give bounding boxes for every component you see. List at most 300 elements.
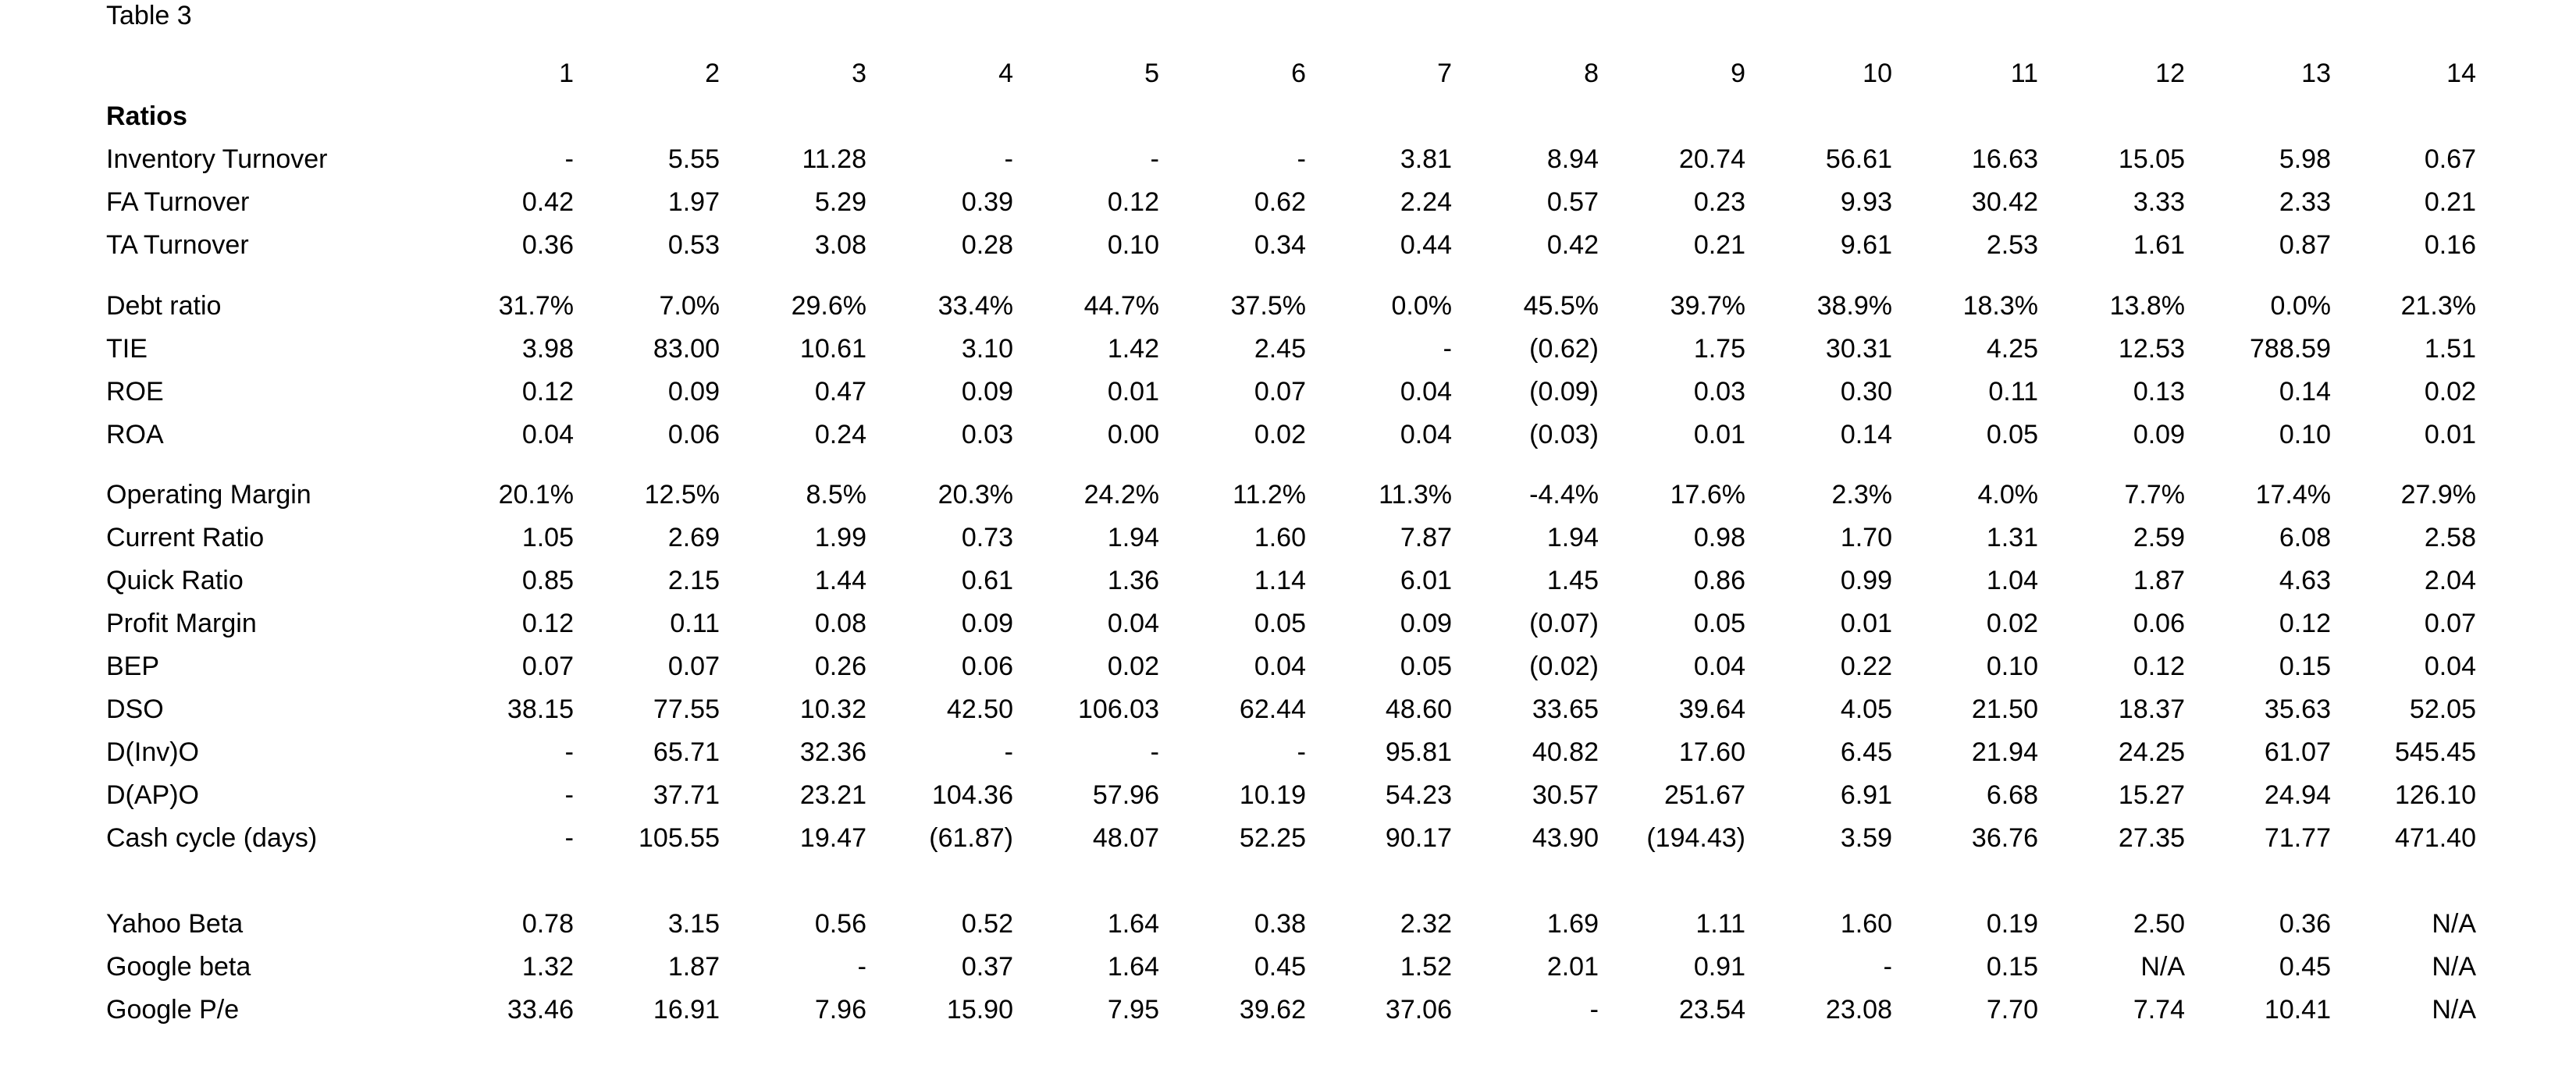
table-row: [0, 606, 2576, 645]
row-label: Debt ratio: [106, 291, 222, 321]
column-header: 9: [1731, 59, 1745, 88]
table-cell: 2.04: [2424, 566, 2476, 595]
table-cell: 27.35: [2118, 823, 2185, 853]
table-cell: 2.45: [1254, 334, 1306, 364]
table-cell: 0.57: [1546, 187, 1599, 217]
table-cell: 35.63: [2264, 694, 2331, 724]
table-cell: -4.4%: [1529, 480, 1599, 510]
table-cell: 95.81: [1385, 737, 1452, 767]
table-cell: 5.98: [2279, 144, 2331, 174]
table-cell: 8.94: [1546, 144, 1599, 174]
table-cell: 0.21: [1693, 230, 1745, 260]
table-cell: 0.05: [1986, 420, 2038, 449]
table-cell: (0.03): [1529, 420, 1599, 449]
table-cell: 3.15: [667, 909, 720, 939]
table-cell: 2.69: [667, 523, 720, 552]
table-cell: 5.55: [667, 144, 720, 174]
table-cell: (0.07): [1529, 609, 1599, 638]
table-cell: 40.82: [1532, 737, 1599, 767]
table-cell: 0.36: [2279, 909, 2331, 939]
table-cell: 1.87: [667, 952, 720, 982]
table-cell: 0.56: [814, 909, 866, 939]
table-cell: 2.59: [2133, 523, 2185, 552]
table-cell: 0.87: [2279, 230, 2331, 260]
table-row: [0, 142, 2576, 181]
row-label: DSO: [106, 694, 164, 724]
column-header: 8: [1584, 59, 1599, 88]
table-cell: 0.04: [1107, 609, 1159, 638]
table-cell: 71.77: [2264, 823, 2331, 853]
table-cell: 0.38: [1254, 909, 1306, 939]
table-cell: 3.59: [1840, 823, 1892, 853]
table-cell: 20.3%: [938, 480, 1013, 510]
table-cell: 17.60: [1678, 737, 1745, 767]
table-cell: (0.09): [1529, 377, 1599, 407]
table-cell: 24.94: [2264, 780, 2331, 810]
table-cell: 104.36: [932, 780, 1013, 810]
table-cell: 0.09: [961, 609, 1013, 638]
table-cell: 11.3%: [1379, 480, 1452, 510]
table-cell: 38.9%: [1816, 291, 1892, 321]
table-cell: 1.42: [1107, 334, 1159, 364]
table-cell: 20.1%: [498, 480, 574, 510]
table-cell: 0.36: [521, 230, 574, 260]
table-cell: 0.09: [961, 377, 1013, 407]
table-cell: 7.70: [1986, 995, 2038, 1025]
table-cell: 0.22: [1840, 652, 1892, 681]
row-label: BEP: [106, 652, 160, 681]
table-cell: 30.42: [1971, 187, 2038, 217]
table-row: [0, 821, 2576, 860]
table-row: [0, 993, 2576, 1032]
table-cell: 0.01: [1693, 420, 1745, 449]
table-cell: 0.16: [2424, 230, 2476, 260]
table-cell: 0.04: [1254, 652, 1306, 681]
table-cell: 11.2%: [1233, 480, 1306, 510]
table-cell: 0.02: [1107, 652, 1159, 681]
table-cell: 0.06: [2133, 609, 2185, 638]
table-cell: 0.12: [521, 377, 574, 407]
table-cell: 1.70: [1840, 523, 1892, 552]
table-cell: 33.65: [1532, 694, 1599, 724]
row-label: ROA: [106, 420, 164, 449]
table-cell: 0.10: [2279, 420, 2331, 449]
table-cell: -: [1004, 144, 1013, 174]
table-cell: 39.7%: [1670, 291, 1745, 321]
table-cell: N/A: [2140, 952, 2185, 982]
column-header: 2: [705, 59, 720, 88]
table-cell: 15.27: [2118, 780, 2185, 810]
table-cell: 39.62: [1239, 995, 1306, 1025]
table-row: [0, 907, 2576, 946]
column-header: 5: [1144, 59, 1159, 88]
table-cell: 1.97: [667, 187, 720, 217]
table-cell: 16.91: [653, 995, 720, 1025]
row-label: FA Turnover: [106, 187, 250, 217]
table-cell: -: [564, 144, 574, 174]
row-label: Operating Margin: [106, 480, 311, 510]
table-cell: 1.94: [1546, 523, 1599, 552]
table-cell: 0.0%: [1391, 291, 1452, 321]
table-cell: 3.10: [961, 334, 1013, 364]
table-cell: 0.04: [2424, 652, 2476, 681]
table-cell: 0.06: [667, 420, 720, 449]
column-header: 7: [1437, 59, 1452, 88]
table-cell: 0.11: [670, 609, 720, 638]
table-cell: 2.32: [1400, 909, 1452, 939]
table-cell: 1.69: [1546, 909, 1599, 939]
table-cell: 106.03: [1078, 694, 1159, 724]
table-cell: 15.05: [2118, 144, 2185, 174]
table-cell: 16.63: [1971, 144, 2038, 174]
table-cell: (0.62): [1529, 334, 1599, 364]
table-cell: 0.12: [2279, 609, 2331, 638]
table-cell: 0.09: [667, 377, 720, 407]
table-cell: 0.61: [961, 566, 1013, 595]
table-cell: 0.07: [667, 652, 720, 681]
table-row: [0, 289, 2576, 328]
table-cell: 6.01: [1400, 566, 1452, 595]
table-cell: 1.75: [1693, 334, 1745, 364]
table-cell: 2.15: [667, 566, 720, 595]
table-cell: 83.00: [653, 334, 720, 364]
table-cell: 4.05: [1840, 694, 1892, 724]
table-cell: 0.12: [1107, 187, 1159, 217]
table-cell: 52.25: [1239, 823, 1306, 853]
table-cell: 27.9%: [2400, 480, 2476, 510]
table-cell: 0.02: [1254, 420, 1306, 449]
table-cell: 23.54: [1678, 995, 1745, 1025]
table-cell: 0.34: [1254, 230, 1306, 260]
table-cell: 7.95: [1107, 995, 1159, 1025]
table-cell: 0.30: [1840, 377, 1892, 407]
table-cell: 0.23: [1693, 187, 1745, 217]
table-cell: 2.01: [1546, 952, 1599, 982]
table-cell: 788.59: [2250, 334, 2331, 364]
table-cell: 6.45: [1840, 737, 1892, 767]
table-cell: -: [564, 737, 574, 767]
table-cell: 0.04: [1400, 377, 1452, 407]
table-cell: 0.01: [1107, 377, 1159, 407]
table-cell: 36.76: [1971, 823, 2038, 853]
table-cell: 48.60: [1385, 694, 1452, 724]
table-cell: 1.64: [1107, 909, 1159, 939]
table-cell: 1.31: [1986, 523, 2038, 552]
table-cell: 0.07: [1254, 377, 1306, 407]
table-cell: 6.08: [2279, 523, 2331, 552]
table-cell: 0.13: [2133, 377, 2185, 407]
table-cell: 30.31: [1825, 334, 1892, 364]
table-cell: 1.51: [2424, 334, 2476, 364]
table-cell: 37.71: [653, 780, 720, 810]
table-cell: 251.67: [1664, 780, 1745, 810]
table-cell: 37.06: [1385, 995, 1452, 1025]
table-cell: 0.53: [667, 230, 720, 260]
table-cell: 1.36: [1107, 566, 1159, 595]
table-cell: 4.0%: [1977, 480, 2038, 510]
table-cell: 11.28: [802, 144, 866, 174]
table-cell: 0.98: [1693, 523, 1745, 552]
table-cell: 3.08: [814, 230, 866, 260]
table-cell: -: [1004, 737, 1013, 767]
table-cell: 61.07: [2264, 737, 2331, 767]
row-label: ROE: [106, 377, 164, 407]
table-cell: 9.61: [1840, 230, 1892, 260]
table-row: [0, 332, 2576, 371]
table-cell: 1.14: [1254, 566, 1306, 595]
table-cell: 2.33: [2279, 187, 2331, 217]
table-row: [0, 185, 2576, 224]
column-header-row: [0, 56, 2576, 95]
table-cell: 1.05: [521, 523, 574, 552]
table-cell: 52.05: [2409, 694, 2476, 724]
table-cell: -: [564, 780, 574, 810]
table-cell: 0.26: [814, 652, 866, 681]
table-cell: 12.5%: [644, 480, 720, 510]
table-cell: 37.5%: [1230, 291, 1306, 321]
table-cell: 4.63: [2279, 566, 2331, 595]
table-cell: 2.58: [2424, 523, 2476, 552]
table-row: [0, 478, 2576, 517]
column-header: 6: [1291, 59, 1306, 88]
table-cell: 42.50: [946, 694, 1013, 724]
table-cell: 0.0%: [2270, 291, 2331, 321]
table-cell: 0.47: [814, 377, 866, 407]
table-cell: 23.08: [1825, 995, 1892, 1025]
table-cell: 126.10: [2395, 780, 2476, 810]
table-cell: 10.61: [799, 334, 866, 364]
table-cell: 0.85: [521, 566, 574, 595]
table-cell: 3.81: [1400, 144, 1452, 174]
table-cell: -: [1883, 952, 1892, 982]
table-cell: 24.2%: [1083, 480, 1159, 510]
table-cell: 7.96: [814, 995, 866, 1025]
table-cell: 471.40: [2395, 823, 2476, 853]
table-cell: 0.52: [961, 909, 1013, 939]
table-cell: 29.6%: [791, 291, 866, 321]
table-cell: 5.29: [814, 187, 866, 217]
table-cell: 32.36: [799, 737, 866, 767]
table-cell: (194.43): [1646, 823, 1745, 853]
table-row: [0, 563, 2576, 602]
table-cell: 0.67: [2424, 144, 2476, 174]
table-cell: 7.7%: [2124, 480, 2185, 510]
table-cell: 1.11: [1695, 909, 1745, 939]
table-cell: 10.32: [799, 694, 866, 724]
table-cell: 0.11: [1988, 377, 2038, 407]
table-cell: 2.53: [1986, 230, 2038, 260]
table-cell: 0.03: [1693, 377, 1745, 407]
table-cell: 105.55: [639, 823, 720, 853]
table-cell: 0.08: [814, 609, 866, 638]
column-header: 10: [1863, 59, 1892, 88]
table-cell: 9.93: [1840, 187, 1892, 217]
table-row: [0, 375, 2576, 414]
table-cell: 20.74: [1678, 144, 1745, 174]
table-cell: 21.94: [1971, 737, 2038, 767]
table-cell: 0.02: [2424, 377, 2476, 407]
section-label: Ratios: [106, 101, 187, 131]
table-cell: 0.42: [521, 187, 574, 217]
table-cell: 77.55: [653, 694, 720, 724]
table-row: [0, 520, 2576, 559]
table-cell: 0.78: [521, 909, 574, 939]
table-cell: 33.4%: [938, 291, 1013, 321]
table-cell: 0.44: [1400, 230, 1452, 260]
table-cell: 38.15: [507, 694, 574, 724]
table-cell: 48.07: [1092, 823, 1159, 853]
table-cell: 44.7%: [1083, 291, 1159, 321]
row-label: Cash cycle (days): [106, 823, 318, 853]
table-cell: 0.01: [2424, 420, 2476, 449]
table-cell: 0.07: [2424, 609, 2476, 638]
table-cell: 15.90: [946, 995, 1013, 1025]
column-header: 1: [559, 59, 574, 88]
table-cell: 17.6%: [1670, 480, 1745, 510]
table-cell: -: [1150, 737, 1159, 767]
table-row: [0, 778, 2576, 817]
row-label: Profit Margin: [106, 609, 257, 638]
table-cell: 0.01: [1840, 609, 1892, 638]
row-label: TIE: [106, 334, 148, 364]
table-cell: 18.37: [2118, 694, 2185, 724]
table-cell: 0.00: [1107, 420, 1159, 449]
table-cell: -: [1297, 144, 1306, 174]
table-cell: -: [1297, 737, 1306, 767]
table-cell: -: [564, 823, 574, 853]
table-cell: 6.91: [1840, 780, 1892, 810]
table-cell: (0.02): [1529, 652, 1599, 681]
table-cell: 1.60: [1254, 523, 1306, 552]
table-cell: 1.60: [1840, 909, 1892, 939]
table-cell: 45.5%: [1523, 291, 1599, 321]
table-cell: 0.07: [521, 652, 574, 681]
table-caption: Table 3: [106, 1, 192, 30]
table-cell: 2.24: [1400, 187, 1452, 217]
table-cell: 0.05: [1400, 652, 1452, 681]
table-cell: 0.15: [2279, 652, 2331, 681]
table-cell: 0.45: [2279, 952, 2331, 982]
table-cell: 0.04: [1693, 652, 1745, 681]
table-cell: 7.87: [1400, 523, 1452, 552]
table-cell: 0.19: [1986, 909, 2038, 939]
table-cell: 545.45: [2395, 737, 2476, 767]
table-cell: 1.44: [814, 566, 866, 595]
table-cell: 0.10: [1107, 230, 1159, 260]
column-header: 4: [998, 59, 1013, 88]
table-cell: 0.62: [1254, 187, 1306, 217]
table-cell: 0.21: [2424, 187, 2476, 217]
table-row: [0, 417, 2576, 456]
table-cell: 0.12: [521, 609, 574, 638]
table-cell: 0.10: [1986, 652, 2038, 681]
table-cell: N/A: [2432, 952, 2476, 982]
table-cell: 90.17: [1385, 823, 1452, 853]
table-cell: 0.15: [1986, 952, 2038, 982]
row-label: D(Inv)O: [106, 737, 199, 767]
table-cell: 33.46: [507, 995, 574, 1025]
column-header: 3: [852, 59, 866, 88]
table-cell: 0.39: [961, 187, 1013, 217]
table-cell: 62.44: [1239, 694, 1306, 724]
table-cell: 21.50: [1971, 694, 2038, 724]
table-cell: 0.03: [961, 420, 1013, 449]
table-cell: 3.33: [2133, 187, 2185, 217]
table-cell: 19.47: [799, 823, 866, 853]
table-cell: 1.87: [2133, 566, 2185, 595]
table-cell: 0.45: [1254, 952, 1306, 982]
table-cell: 39.64: [1678, 694, 1745, 724]
table-cell: 65.71: [653, 737, 720, 767]
table-cell: 24.25: [2118, 737, 2185, 767]
table-cell: 0.05: [1254, 609, 1306, 638]
table-cell: 6.68: [1986, 780, 2038, 810]
table-cell: N/A: [2432, 909, 2476, 939]
table-cell: 0.02: [1986, 609, 2038, 638]
table-cell: 1.52: [1400, 952, 1452, 982]
table-row: [0, 950, 2576, 989]
table-cell: 21.3%: [2400, 291, 2476, 321]
table-cell: 0.09: [1400, 609, 1452, 638]
table-cell: 1.64: [1107, 952, 1159, 982]
table-cell: 0.12: [2133, 652, 2185, 681]
table-cell: 2.50: [2133, 909, 2185, 939]
table-cell: 54.23: [1385, 780, 1452, 810]
table-cell: 0.04: [1400, 420, 1452, 449]
table-cell: 0.37: [961, 952, 1013, 982]
table-cell: 30.57: [1532, 780, 1599, 810]
table-cell: 1.04: [1986, 566, 2038, 595]
table-cell: 0.91: [1693, 952, 1745, 982]
table-cell: 0.09: [2133, 420, 2185, 449]
table-cell: 0.86: [1693, 566, 1745, 595]
row-label: Yahoo Beta: [106, 909, 244, 939]
table-cell: 1.32: [521, 952, 574, 982]
table-cell: 4.25: [1986, 334, 2038, 364]
table-cell: N/A: [2432, 995, 2476, 1025]
table-cell: 0.04: [521, 420, 574, 449]
table-cell: 0.05: [1693, 609, 1745, 638]
table-cell: 18.3%: [1962, 291, 2038, 321]
table-row: [0, 692, 2576, 731]
column-header: 12: [2155, 59, 2185, 88]
table-cell: 0.42: [1546, 230, 1599, 260]
row-label: Google beta: [106, 952, 251, 982]
table-cell: 23.21: [799, 780, 866, 810]
table-cell: 0.73: [961, 523, 1013, 552]
column-header: 14: [2446, 59, 2476, 88]
table-cell: 8.5%: [806, 480, 866, 510]
section-row: [0, 99, 2576, 138]
table-cell: 10.41: [2264, 995, 2331, 1025]
table-row: [0, 735, 2576, 774]
table-cell: 43.90: [1532, 823, 1599, 853]
table-cell: 12.53: [2118, 334, 2185, 364]
table-cell: -: [857, 952, 866, 982]
table-row: [0, 228, 2576, 267]
table-cell: 0.24: [814, 420, 866, 449]
column-header: 11: [2010, 59, 2038, 88]
table-cell: (61.87): [929, 823, 1013, 853]
table-cell: -: [1443, 334, 1452, 364]
table-cell: 0.14: [1840, 420, 1892, 449]
table-cell: 7.0%: [659, 291, 720, 321]
table-cell: 1.94: [1107, 523, 1159, 552]
table-cell: 0.14: [2279, 377, 2331, 407]
row-label: Google P/e: [106, 995, 240, 1025]
table-cell: -: [1589, 995, 1599, 1025]
row-label: Current Ratio: [106, 523, 265, 552]
